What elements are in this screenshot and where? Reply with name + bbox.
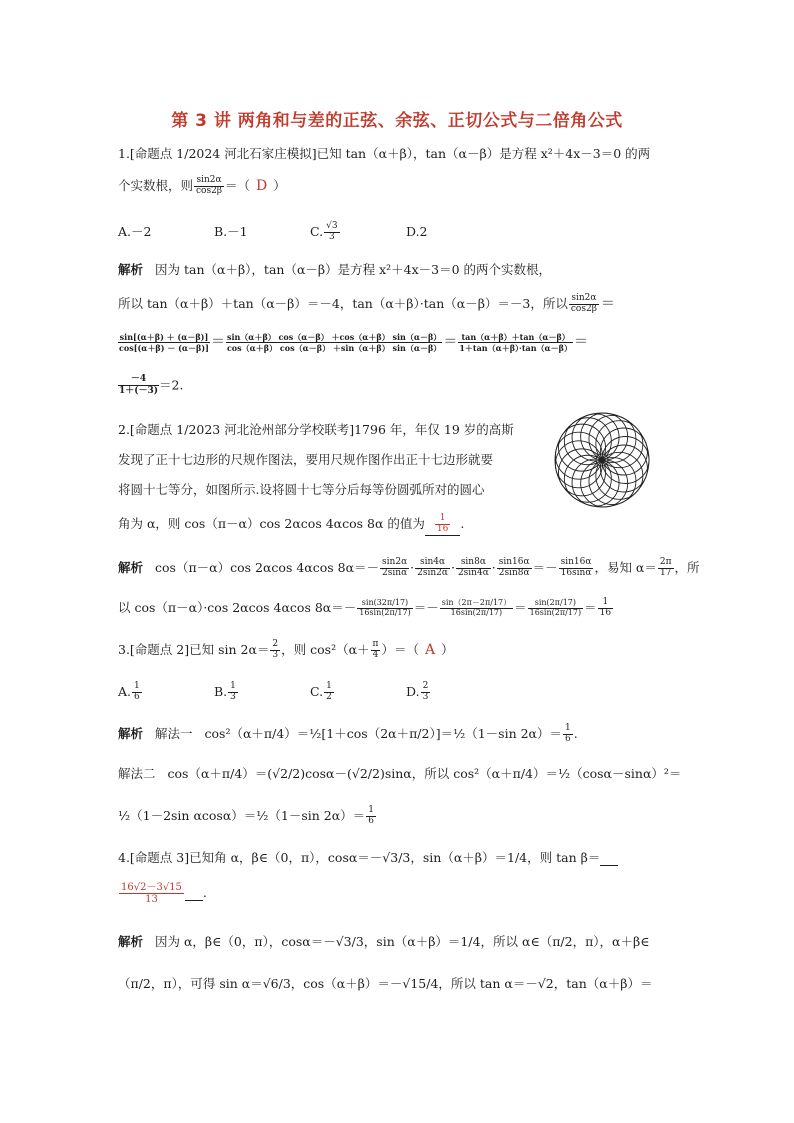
q2-stem-line2: 发现了正十七边形的尺规作图法，要用尺规作图作出正十七边形就要: [118, 452, 494, 467]
q1-options: [118, 222, 502, 243]
q4-solution-line1: 解析 因为 α，β∈（0，π），cosα＝－√3/3，sin（α＋β）＝1/4，所以 α∈（π/2，π），α＋β∈: [118, 934, 650, 949]
q2-stem-line1: 2.[命题点 1/2023 河北沧州部分学校联考]1796 年，年仅 19 岁的高斯: [118, 422, 514, 437]
q4-stem: 4.[命题点 3]已知角 α，β∈（0，π），cosα＝－√3/3，sin（α＋β）＝1/4，则 tan β＝: [118, 850, 618, 866]
q3-answer: A: [424, 641, 436, 658]
q3-option-d: D. $\frac{2}{3}$: [406, 681, 429, 702]
q1-solution-line2: 所以 tan（α＋β）＋tan（α－β）＝－4，tan（α＋β）·tan（α－β）＝－3，所以 $\frac{\sin 2\alpha}{\cos 2\beta}$ ＝: [118, 293, 615, 314]
seventeen-gon-rose-figure: [552, 410, 652, 510]
rose-petal-circle: [572, 414, 619, 461]
q1-ratio-fraction: $\frac{\sin 2\alpha}{\cos 2\beta}$: [196, 175, 223, 196]
q1-solution-line3: $\frac{\sin[(\alpha+\beta) + (\alpha-\beta)]}{\cos[(\alpha+\beta) - (\alpha-\beta)]}$ ＝ $\frac{\sin(\alpha+\beta) \cos(\alpha-\beta) +\cos(\alpha+\beta) \sin(\alpha-\beta)}{\cos(\alpha+\beta) \cos(\alpha-\beta) +\sin(\alpha+\beta) \sin(\alpha-\beta)}$ ＝ $\frac{\tan(\alpha+\beta)+\tan(\alpha-\beta)}{1+\tan(\alpha+\beta)\cdot\tan(\alpha-\beta)}$ ＝: [119, 332, 588, 353]
q1-option-d: D.2: [406, 223, 428, 239]
q2-stem-line4: 角为 α，则 cos（π－α）cos 2αcos 4αcos 8α 的值为 $\frac{1}{16}$ .: [118, 513, 465, 534]
q1-stem-line2: 个实数根，则 $\frac{\sin 2\alpha}{\cos 2\beta}$ ＝（ D ）: [118, 175, 286, 196]
q4-answer: $\frac{16√2-3√15}{13}$: [121, 882, 182, 905]
q3-method2-line1: 解法二 cos（α＋π/4）＝(√2/2)cosα－(√2/2)sinα，所以 cos²（α＋π/4）＝½（cosα－sinα）²＝: [118, 766, 682, 781]
q3-method1: 解析 解法一 cos²（α＋π/4）＝½[1＋cos（2α＋π/2）]＝½（1－sin 2α）＝ $\frac{1}{6}$ .: [118, 723, 578, 744]
analysis-label: 解析: [118, 934, 144, 949]
q1-solution-line4: $\frac{-4}{1+(-3)}$ ＝2.: [119, 374, 184, 397]
analysis-label: 解析: [118, 725, 144, 741]
analysis-label: 解析: [118, 262, 144, 277]
q1-option-a: A.－2: [118, 223, 152, 239]
q4-solution-line2: （π/2，π），可得 sin α＝√6/3，cos（α＋β）＝－√15/4，所以 tan α＝－√2，tan（α＋β）＝: [118, 976, 653, 991]
q1-answer: D: [256, 177, 268, 194]
analysis-label: 解析: [118, 559, 144, 575]
q3-stem: 3.[命题点 2]已知 sin 2α＝ $\frac{2}{3}$ ，则 cos²（α＋ $\frac{\pi}{4}$ ）＝（ A ）: [118, 639, 454, 660]
q3-option-a: A. $\frac{1}{6}$: [118, 681, 140, 702]
q3-option-c: C. $\frac{1}{2}$: [310, 681, 332, 702]
q3-options: [118, 682, 502, 703]
page-title: 第 3 讲 两角和与差的正弦、余弦、正切公式与二倍角公式: [171, 111, 623, 131]
q3-option-b: B. $\frac{1}{3}$: [214, 681, 236, 702]
q1-solution-line1: 解析 因为 tan（α＋β），tan（α－β）是方程 x²＋4x－3＝0 的两个实数根，: [118, 262, 552, 277]
q2-stem-line3: 将圆十七等分，如图所示.设将圆十七等分后每等份圆弧所对的圆心: [118, 482, 485, 497]
q4-answer-line: $\frac{16√2-3√15}{13}$ .: [121, 882, 207, 905]
q1-stem-line1: 1.[命题点 1/2024 河北石家庄模拟]已知 tan（α＋β），tan（α－β）是方程 x²＋4x－3＝0 的两: [118, 146, 651, 161]
q3-method2-line2: ½（1－2sin αcosα）＝½（1－sin 2α）＝ $\frac{1}{6}$: [118, 805, 374, 826]
q1-option-c: C. $\frac{√3}{3}$: [310, 221, 338, 242]
q2-solution-line2: 以 cos（π－α）·cos 2αcos 4αcos 8α＝－ $\frac{\sin(32\pi/17)}{16\sin(2\pi/17)}$ ＝－ $\frac{\sin(2\pi-2\pi/17)}{16\sin(2\pi/17)}$ ＝ $\frac{\sin(2\pi/17)}{16\sin(2\pi/17)}$ ＝ $\frac{1}{16}$: [118, 597, 612, 618]
q1-option-b: B.－1: [214, 223, 248, 239]
q2-answer: $\frac{1}{16}$: [436, 513, 449, 534]
q2-solution-line1: 解析 cos（π－α）cos 2αcos 4αcos 8α＝－ $\frac{\sin 2\alpha}{2\sin\alpha}$ · $\frac{\sin 4\alpha}{2\sin 2\alpha}$ · $\frac{\sin 8\alpha}{2\sin 4\alpha}$ · $\frac{\sin 16\alpha}{2\sin 8\alpha}$ ＝－ $\frac{\sin 16\alpha}{16\sin\alpha}$ ，易知 α＝ $\frac{2\pi}{17}$ ，所: [118, 557, 700, 578]
